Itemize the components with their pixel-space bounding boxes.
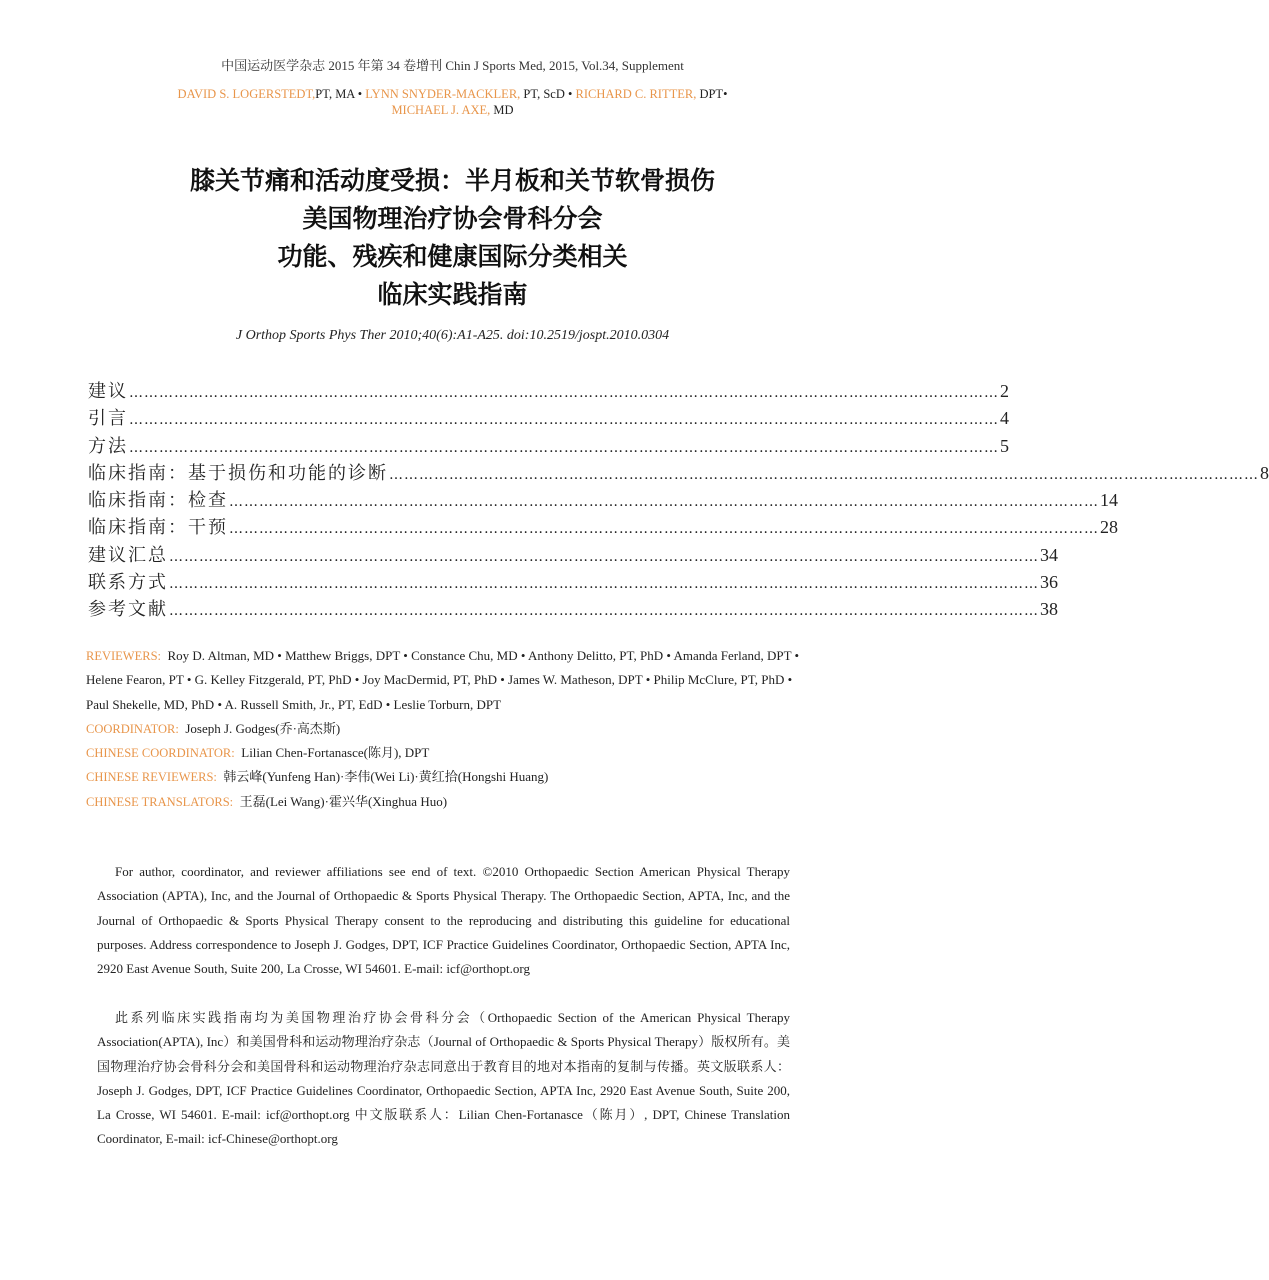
cn-coordinator-entry xyxy=(86,741,818,765)
cn-translators-label: CHINESE TRANSLATORS: xyxy=(86,794,234,809)
toc-entry[interactable] xyxy=(88,404,1009,431)
toc-entry[interactable] xyxy=(88,486,1118,513)
journal-header: 中国运动医学杂志 2015 年第 34 卷增刊 Chin J Sports Med, 2015, Vol.34, Supplement xyxy=(221,58,684,73)
coordinator-name: Joseph J. Godges(乔·高杰斯) xyxy=(185,720,341,736)
cn-reviewers-label: CHINESE REVIEWERS: xyxy=(86,770,217,785)
coordinator-entry xyxy=(86,717,818,741)
author-name: LYNN SNYDER-MACKLER, xyxy=(365,87,521,101)
author-credentials: PT, ScD • xyxy=(520,87,576,101)
reviewers-entry xyxy=(86,644,818,717)
toc-label: 临床指南：干预 xyxy=(88,517,228,539)
toc-label: 引言 xyxy=(88,408,128,430)
cn-coordinator-name: Lilian Chen-Fortanasce(陈月), DPT xyxy=(241,745,430,761)
reviewers-list: Roy D. Altman, MD • Matthew Briggs, DPT • Constance Chu, MD • Anthony Delitto, PT, PhD • Amanda Ferland, DPT • Helene Fearon, PT • G. Kelley Fitzgerald, PT, PhD • Joy MacDermid, PT, PhD • James W. Matheson, DPT • Philip McClure, PT, PhD • Paul Shekelle, MD, PhD • A. Russell Smith, Jr., PT, EdD • Leslie Torburn, DPT xyxy=(86,648,800,712)
toc-page: 8 xyxy=(1260,462,1269,483)
toc-entry[interactable] xyxy=(88,432,1009,459)
table-of-contents xyxy=(88,377,1269,623)
copyright-paragraph: For author, coordinator, and reviewer affiliations see end of text. ©2010 Orthopaedic Section American Physical Therapy Association (APTA), Inc, and the Journal of Orthopaedic & Sports Physical Therapy. The Orthopaedic Section, APTA, Inc, and the Journal of Orthopaedic & Sports Physical Therapy consent to the reproducing and distributing this guideline for educational purposes. Address correspondence to Joseph J. Godges, DPT, ICF Practice Guidelines Coordinator, Orthopaedic Section, APTA Inc, 2920 East Avenue South, Suite 200, La Crosse, WI 54601. E-mail: icf@orthopt.org xyxy=(97,864,790,977)
toc-page: 34 xyxy=(1040,544,1058,565)
toc-leader: ………………………………………………………………………………………………………………………………………………………… xyxy=(129,385,999,401)
toc-leader: ………………………………………………………………………………………………………………………………………………………… xyxy=(169,603,1039,620)
title-line: 膝关节痛和活动度受损：半月板和关节软骨损伤 xyxy=(189,166,715,195)
cn-coordinator-label: CHINESE COORDINATOR: xyxy=(86,746,235,761)
toc-page: 38 xyxy=(1040,599,1058,620)
toc-page: 2 xyxy=(1000,381,1009,401)
reviewers-label: REVIEWERS: xyxy=(86,649,161,663)
author-credentials: DPT• xyxy=(696,87,728,101)
toc-leader: ………………………………………………………………………………………………………………………………………………………… xyxy=(169,548,1039,565)
title-line: 美国物理治疗协会骨科分会 xyxy=(302,204,603,233)
toc-entry[interactable] xyxy=(88,513,1118,540)
citation: J Orthop Sports Phys Ther 2010;40(6):A1-A25. doi:10.2519/jospt.2010.0304 xyxy=(235,328,670,343)
toc-leader: ………………………………………………………………………………………………………………………………………………………… xyxy=(129,412,999,429)
toc-page: 36 xyxy=(1040,572,1058,593)
toc-entry[interactable] xyxy=(88,568,1058,595)
toc-entry[interactable] xyxy=(88,595,1058,622)
cn-reviewers-entry xyxy=(86,765,818,789)
cn-reviewers-list: 韩云峰(Yunfeng Han)·李伟(Wei Li)·黄红拾(Hongshi Huang) xyxy=(223,769,549,785)
toc-label: 方法 xyxy=(88,435,128,457)
toc-label: 参考文献 xyxy=(88,599,168,621)
author-credentials: MD xyxy=(490,103,514,117)
toc-label: 联系方式 xyxy=(88,572,168,594)
toc-label: 建议汇总 xyxy=(88,544,168,566)
cn-translators-list: 王磊(Lei Wang)·霍兴华(Xinghua Huo) xyxy=(239,793,448,809)
title-line: 功能、残疾和健康国际分类相关 xyxy=(277,242,628,271)
author-credentials: PT, MA • xyxy=(315,87,366,101)
toc-label: 建议 xyxy=(88,381,128,402)
toc-entry[interactable] xyxy=(88,377,1009,404)
toc-leader: ………………………………………………………………………………………………………………………………………………………… xyxy=(169,576,1039,593)
author-name: DAVID S. LOGERSTEDT, xyxy=(177,87,316,101)
author-name: MICHAEL J. AXE, xyxy=(391,103,491,117)
coordinator-label: COORDINATOR: xyxy=(86,721,179,736)
toc-page: 5 xyxy=(1000,435,1009,456)
toc-label: 临床指南：检查 xyxy=(88,490,228,512)
chinese-copyright-paragraph: 此系列临床实践指南均为美国物理治疗协会骨科分会（Orthopaedic Section of the American Physical Therapy Association(APTA), Inc）和美国骨科和运动物理治疗杂志（Journal of Orthopaedic & Sports Physical Therapy）版权所有。美国物理治疗协会骨科分会和美国骨科和运动物理治疗杂志同意出于教育目的地对本指南的复制与传播。英文版联系人：Joseph J. Godges, DPT, ICF Practice Guidelines Coordinator, Orthopaedic Section, APTA Inc, 2920 East Avenue South, Suite 200, La Crosse, WI 54601. E-mail: icf@orthopt.org 中文版联系人：Lilian Chen-Fortanasce（陈月）, DPT, Chinese Translation Coordinator, E-mail: icf-Chinese@orthopt.org xyxy=(97,1010,790,1147)
toc-page: 4 xyxy=(1000,408,1009,429)
author-list xyxy=(0,86,905,118)
toc-entry[interactable] xyxy=(88,541,1058,568)
toc-leader: ………………………………………………………………………………………………………………………………………………………… xyxy=(129,439,999,456)
toc-leader: ………………………………………………………………………………………………………………………………………………………… xyxy=(229,521,1099,538)
toc-page: 14 xyxy=(1100,490,1118,511)
toc-leader: ………………………………………………………………………………………………………………………………………………………… xyxy=(229,494,1099,511)
toc-page: 28 xyxy=(1100,517,1118,538)
document-title xyxy=(0,162,905,314)
cn-translators-entry xyxy=(86,790,818,814)
author-name: RICHARD C. RITTER, xyxy=(575,87,697,101)
toc-entry[interactable] xyxy=(88,459,1269,486)
title-line: 临床实践指南 xyxy=(377,280,528,309)
credits-block xyxy=(86,644,818,814)
toc-label: 临床指南：基于损伤和功能的诊断 xyxy=(88,462,388,484)
toc-leader: ………………………………………………………………………………………………………………………………………………………… xyxy=(389,466,1259,483)
